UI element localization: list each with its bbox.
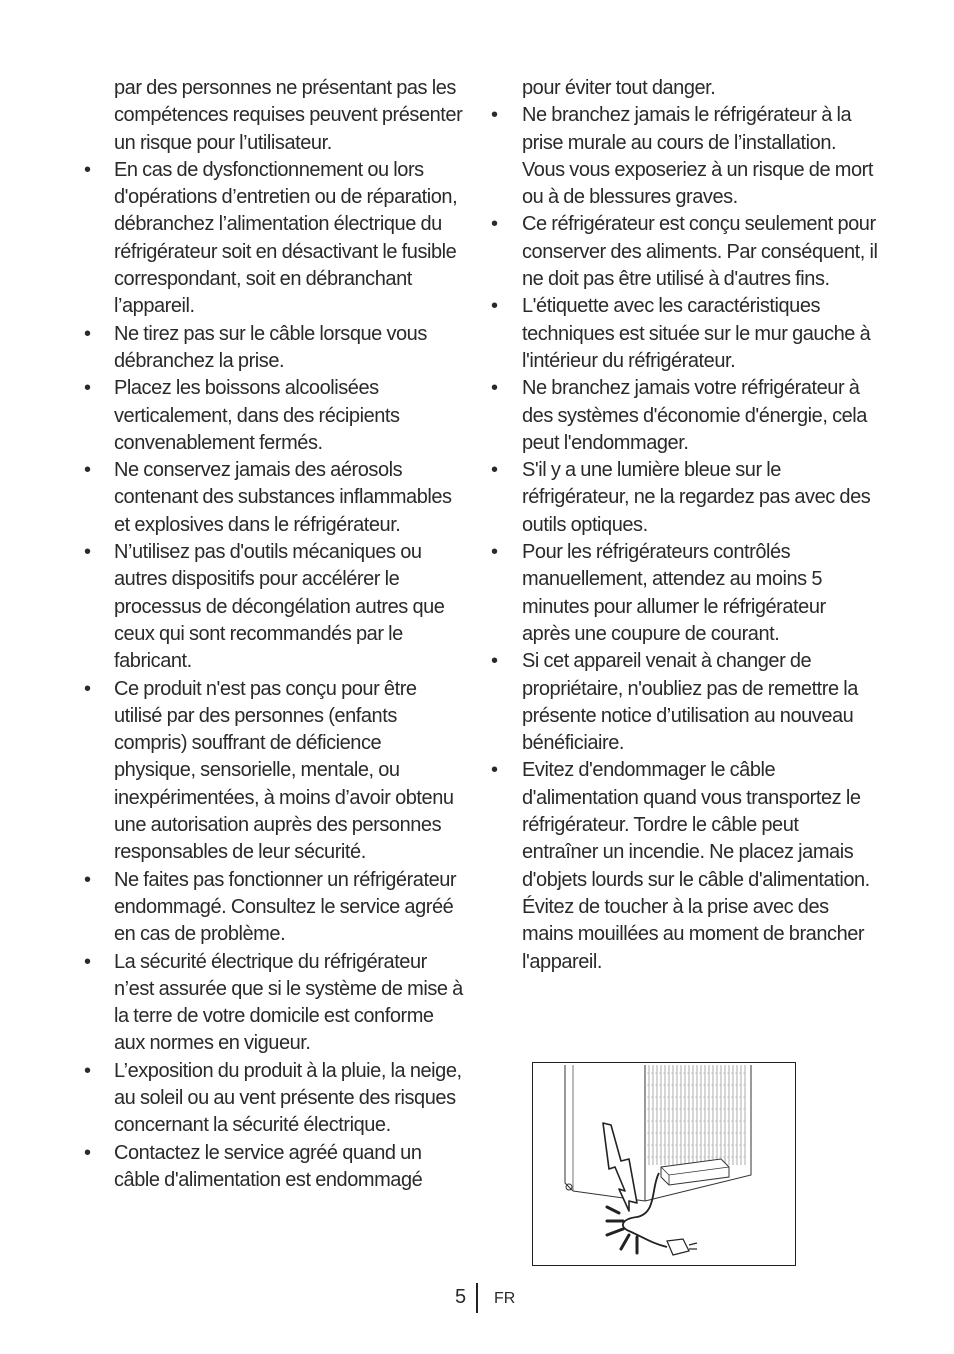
left-column <box>114 75 466 1194</box>
safety-item: • La sécurité électrique du réfrigérateur n’est assurée que si le système de mise à la terre de votre domicile est conforme aux normes en vigueur. <box>114 949 466 1058</box>
safety-item: • Contactez le service agréé quand un câble d'alimentation est endommagé <box>114 1140 461 1195</box>
safety-item: • Evitez d'endommager le câble d'alimentation quand vous transportez le réfrigérateur. Tordre le câble peut entraîner un incendie. Ne placez jamais d'objets lourds sur le câble d'alimentation. Évitez de toucher à la prise avec des mains mouillées au moment de brancher l'appareil. <box>522 757 878 975</box>
safety-item: • Ne conservez jamais des aérosols contenant des substances inflammables et explosives dans le réfrigérateur. <box>114 457 466 539</box>
safety-item: • Ne faites pas fonctionner un réfrigérateur endommagé. Consultez le service agréé en cas de problème. <box>114 867 466 949</box>
left-continuation-text: par des personnes ne présentant pas les compétences requises peuvent présenter un risque pour l’utilisateur. <box>114 77 463 154</box>
safety-item: • L’exposition du produit à la pluie, la neige, au soleil ou au vent présente des risques concernant la sécurité électrique. <box>114 1058 466 1140</box>
right-continuation-text: pour éviter tout danger. <box>522 77 716 99</box>
safety-item: • N’utilisez pas d'outils mécaniques ou autres dispositifs pour accélérer le processus de décongélation autres que ceux qui sont recommandés par le fabricant. <box>114 539 466 675</box>
safety-item: • Ce produit n'est pas conçu pour être utilisé par des personnes (enfants compris) souffrant de déficience physique, sensorielle, mentale, ou inexpérimentées, à moins d’avoir obtenu une autorisation auprès des personnes responsables de leur sécurité. <box>114 676 466 867</box>
safety-item: • Ne branchez jamais votre réfrigérateur à des systèmes d'économie d'énergie, cela peut l'endommager. <box>522 375 878 457</box>
safety-item: • Ne branchez jamais le réfrigérateur à la prise murale au cours de l’installation. Vous vous exposeriez à un risque de mort ou à de blessures graves. <box>522 102 878 211</box>
safety-item: • Ce réfrigérateur est conçu seulement pour conserver des aliments. Par conséquent, il ne doit pas être utilisé à d'autres fins. <box>522 211 878 293</box>
safety-item: • Placez les boissons alcoolisées verticalement, dans des récipients convenablement fermés. <box>114 375 466 457</box>
safety-item: • L'étiquette avec les caractéristiques techniques est située sur le mur gauche à l'intérieur du réfrigérateur. <box>522 293 878 375</box>
safety-item: • Ne tirez pas sur le câble lorsque vous débranchez la prise. <box>114 321 466 376</box>
page-number: 5 <box>455 1286 467 1308</box>
safety-item: • Si cet appareil venait à changer de propriétaire, n'oubliez pas de remettre la présente notice d’utilisation au nouveau bénéficiaire. <box>522 648 878 757</box>
footer-divider <box>476 1283 478 1313</box>
safety-item: • En cas de dysfonctionnement ou lors d'opérations d’entretien ou de réparation, débranchez l’alimentation électrique du réfrigérateur soit en désactivant le fusible correspondant, soit en débranchant l’appareil. <box>114 157 466 321</box>
power-cable-illustration <box>532 1062 796 1266</box>
safety-item: • S'il y a une lumière bleue sur le réfrigérateur, ne la regardez pas avec des outils optiques. <box>522 457 878 539</box>
language-code: FR <box>494 1290 516 1307</box>
refrigerator-plug-drawing <box>533 1063 794 1264</box>
safety-item: • Pour les réfrigérateurs contrôlés manuellement, attendez au moins 5 minutes pour allumer le réfrigérateur après une coupure de courant. <box>522 539 878 648</box>
right-column <box>522 75 878 976</box>
